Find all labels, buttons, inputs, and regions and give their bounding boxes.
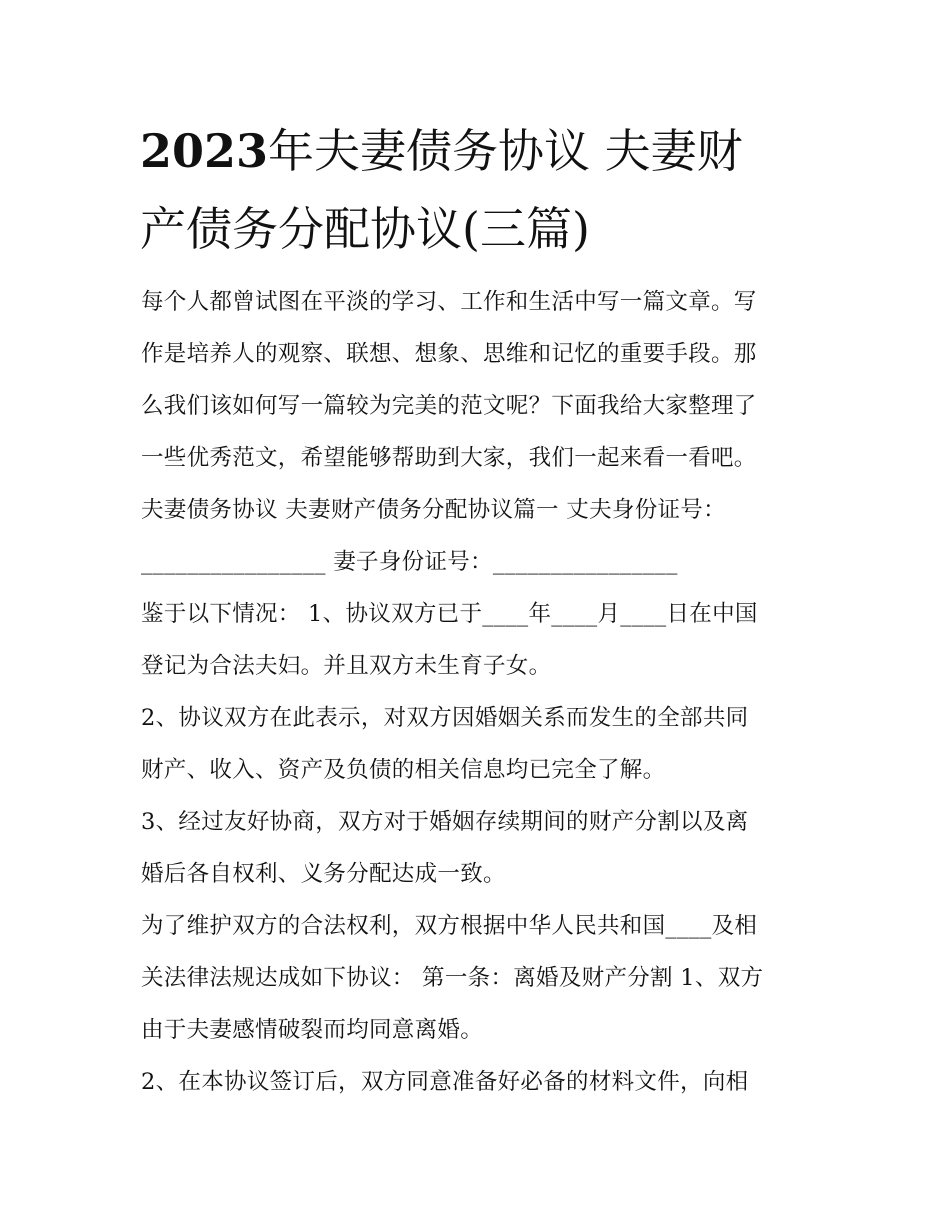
- body-line: 作是培养人的观察、联想、想象、思维和记忆的重要手段。那: [141, 341, 757, 367]
- title-line-2: [140, 190, 820, 268]
- body-line: 3、经过友好协商，双方对于婚姻存续期间的财产分割以及离: [141, 809, 749, 835]
- body-line: 关法律法规达成如下协议： 第一条：离婚及财产分割 1、双方: [141, 965, 764, 991]
- body-line: 鉴于以下情况： 1、协议双方已于____年____月____日在中国: [141, 601, 758, 627]
- body-line: 夫妻债务协议 夫妻财产债务分配协议篇一 丈夫身份证号：: [141, 497, 726, 523]
- document-title: [140, 112, 820, 268]
- body-line: ________________ 妻子身份证号：________________: [141, 549, 678, 575]
- title-year: 2023: [140, 124, 269, 178]
- document-body: [141, 276, 821, 1108]
- title-line-1-text: 年夫妻债务协议 夫妻财: [268, 124, 743, 178]
- body-line: 么我们该如何写一篇较为完美的范文呢？下面我给大家整理了: [141, 393, 757, 419]
- body-line: 财产、收入、资产及负债的相关信息均已完全了解。: [141, 757, 666, 783]
- body-line: 一些优秀范文，希望能够帮助到大家，我们一起来看一看吧。: [141, 445, 757, 471]
- body-line: 婚后各自权利、义务分配达成一致。: [141, 861, 506, 887]
- body-line: 2、协议双方在此表示，对双方因婚姻关系而发生的全部共同: [141, 705, 749, 731]
- body-line: 由于夫妻感情破裂而均同意离婚。: [141, 1017, 484, 1043]
- body-line: 登记为合法夫妇。并且双方未生育子女。: [141, 653, 552, 679]
- body-line: 2、在本协议签订后，双方同意准备好必备的材料文件，向相: [141, 1069, 749, 1095]
- body-line: 每个人都曾试图在平淡的学习、工作和生活中写一篇文章。写: [141, 289, 757, 315]
- title-line-2-text: 产债务分配协议(三篇): [140, 202, 590, 256]
- body-line: 为了维护双方的合法权利，双方根据中华人民共和国____及相: [141, 913, 758, 939]
- title-line-1: [140, 112, 820, 190]
